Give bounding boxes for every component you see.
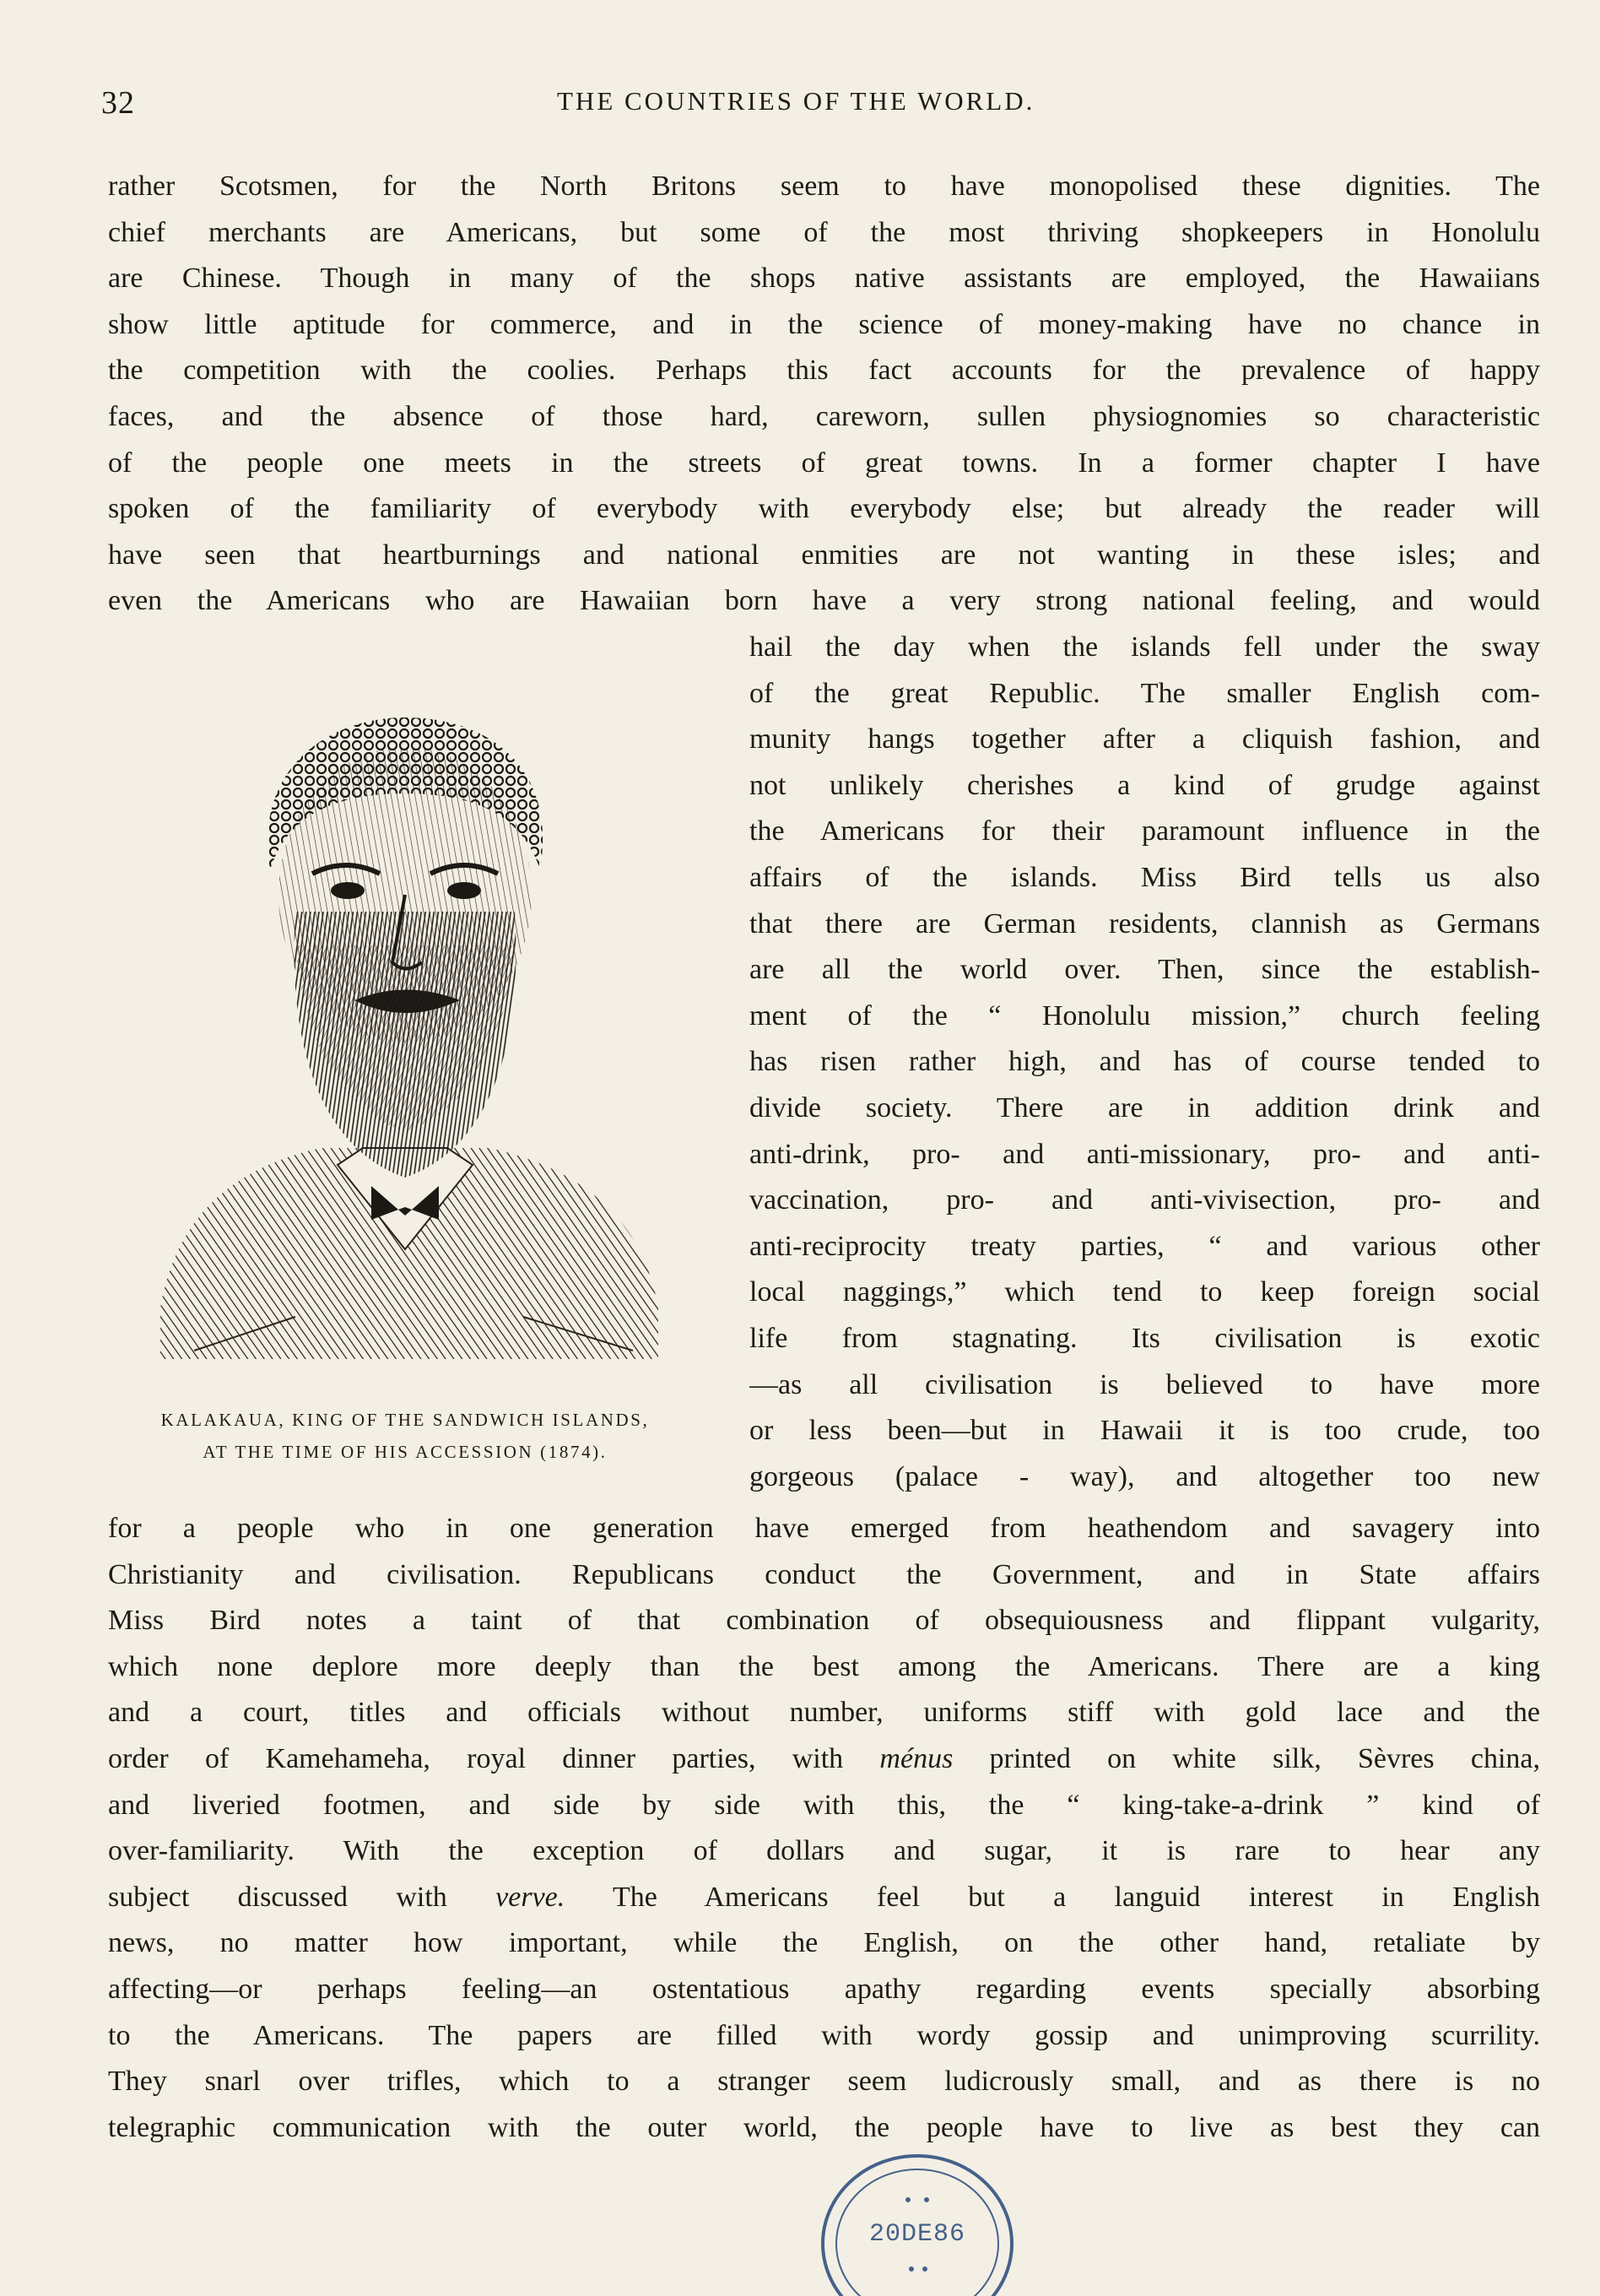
italic-word: ménus xyxy=(879,1742,954,1774)
figure-caption xyxy=(127,1404,684,1468)
portrait-engraving xyxy=(127,692,684,1384)
caption-line: KALAKAUA, KING OF THE SANDWICH ISLANDS, xyxy=(160,1410,650,1430)
text-line: spoken of the familiarity of everybody with everybody else; but already the reader will xyxy=(108,493,1540,525)
text-line: the Americans for their paramount influence in the xyxy=(749,815,1540,847)
text-line: not unlikely cherishes a kind of grudge against xyxy=(749,769,1540,801)
text-line: rather Scotsmen, for the North Britons seem to have monopolised these dignities. The xyxy=(108,171,1540,202)
text-line: the competition with the coolies. Perhaps this fact accounts for the prevalence of happy xyxy=(108,355,1540,387)
text-line: faces, and the absence of those hard, careworn, sullen physiognomies so characteristic xyxy=(108,400,1540,432)
text-line: life from stagnating. Its civilisation is exotic xyxy=(749,1322,1540,1354)
text-line: divide society. There are in addition drink and xyxy=(749,1091,1540,1124)
text-line: hail the day when the islands fell under the sway xyxy=(749,631,1540,663)
portrait-illustration xyxy=(127,692,684,1384)
text-line xyxy=(108,1736,1540,1783)
text-line: They snarl over trifles, which to a stranger seem ludicrously small, and as there is no xyxy=(108,2066,1540,2098)
text-line: Christianity and civilisation. Republicans conduct the Government, and in State affairs xyxy=(108,1558,1540,1590)
text-line: have seen that heartburnings and national enmities are not wanting in these isles; and xyxy=(108,539,1540,571)
page-header xyxy=(101,84,1544,127)
text-run: The Americans feel but a languid interest in English xyxy=(565,1881,1540,1913)
caption-line: AT THE TIME OF HIS ACCESSION (1874). xyxy=(203,1442,608,1462)
library-stamp xyxy=(817,2151,1018,2296)
text-line: that there are German residents, clannish as Germans xyxy=(749,907,1540,940)
text-line: and liveried footmen, and side by side with this, the “ king-take-a-drink ” kind of xyxy=(108,1789,1540,1821)
text-line: of the great Republic. The smaller English com- xyxy=(749,677,1540,709)
text-line: gorgeous (palace - way), and altogether too new xyxy=(749,1460,1540,1492)
body-text-beside-figure xyxy=(749,625,1540,1500)
text-line: affecting—or perhaps feeling—an ostentatious apathy regarding events specially absorbing xyxy=(108,1973,1540,2005)
body-text-top xyxy=(108,164,1540,625)
text-line: chief merchants are Americans, but some of the most thriving shopkeepers in Honolulu xyxy=(108,216,1540,248)
text-line: news, no matter how important, while the English, on the other hand, retaliate by xyxy=(108,1927,1540,1959)
text-line: to the Americans. The papers are filled with wordy gossip and unimproving scurrility. xyxy=(108,2019,1540,2051)
text-run: printed on white silk, Sèvres china, xyxy=(953,1742,1540,1774)
text-line: anti-drink, pro- and anti-missionary, pro- and anti- xyxy=(749,1138,1540,1170)
text-line: for a people who in one generation have emerged from heathendom and savagery into xyxy=(108,1513,1540,1544)
text-line: ment of the “ Honolulu mission,” church feeling xyxy=(749,999,1540,1032)
text-line: which none deplore more deeply than the best among the Americans. There are a king xyxy=(108,1650,1540,1682)
text-line: local naggings,” which tend to keep foreign social xyxy=(749,1276,1540,1308)
text-line: telegraphic communication with the outer world, the people have to live as best they can xyxy=(108,2111,1540,2143)
text-run: order of Kamehameha, royal dinner parties, with xyxy=(108,1742,880,1774)
page-number: 32 xyxy=(101,85,135,121)
stamp-number: 20DE86 xyxy=(868,2220,966,2249)
text-line: or less been—but in Hawaii it is too crude, too xyxy=(749,1415,1540,1447)
text-line: has risen rather high, and has of course tended to xyxy=(749,1046,1540,1078)
text-line: of the people one meets in the streets of great towns. In a former chapter I have xyxy=(108,447,1540,479)
text-line: are all the world over. Then, since the establish- xyxy=(749,954,1540,986)
text-line: show little aptitude for commerce, and in the science of money-making have no chance in xyxy=(108,308,1540,340)
running-head: THE COUNTRIES OF THE WORLD. xyxy=(557,86,1035,116)
text-line: are Chinese. Though in many of the shops native assistants are employed, the Hawaiians xyxy=(108,263,1540,295)
text-line: affairs of the islands. Miss Bird tells us also xyxy=(749,861,1540,893)
text-line: anti-reciprocity treaty parties, “ and various other xyxy=(749,1230,1540,1262)
body-text-bottom xyxy=(108,1506,1540,2151)
text-line: over-familiarity. With the exception of dollars and sugar, it is rare to hear any xyxy=(108,1835,1540,1867)
text-line: —as all civilisation is believed to have more xyxy=(749,1368,1540,1400)
text-line: vaccination, pro- and anti-vivisection, pro- and xyxy=(749,1184,1540,1216)
text-run: subject discussed with xyxy=(108,1881,496,1913)
text-line: even the Americans who are Hawaiian born have a very strong national feeling, and would xyxy=(108,585,1540,617)
text-line: and a court, titles and officials without number, uniforms stiff with gold lace and the xyxy=(108,1697,1540,1729)
text-line: Miss Bird notes a taint of that combination of obsequiousness and flippant vulgarity, xyxy=(108,1605,1540,1637)
text-line xyxy=(108,1875,1540,1921)
text-line: munity hangs together after a cliquish fashion, and xyxy=(749,723,1540,755)
italic-word: verve. xyxy=(495,1881,565,1913)
